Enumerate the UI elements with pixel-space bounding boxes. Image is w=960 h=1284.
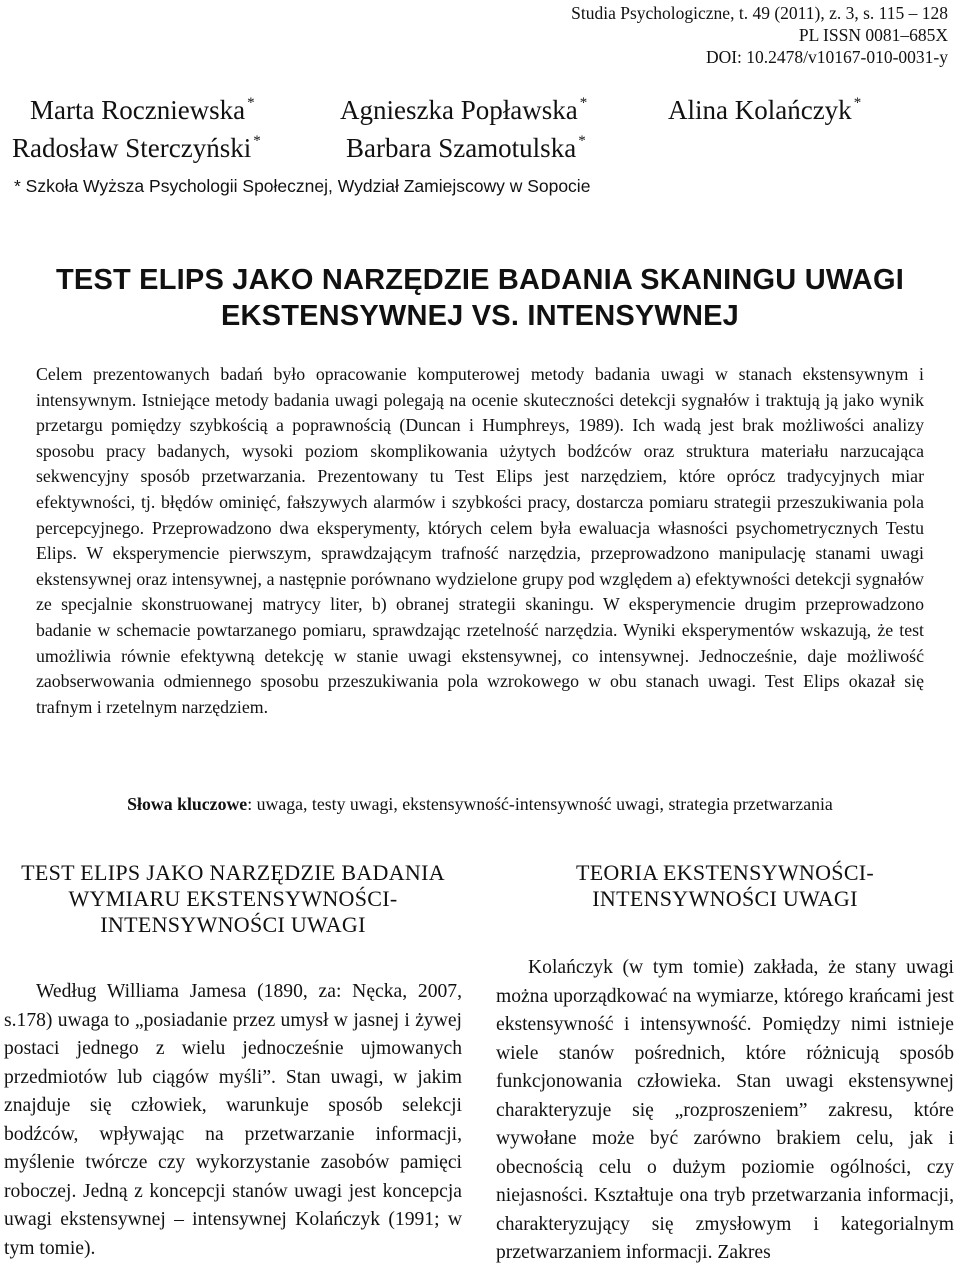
author-name: Radosław Sterczyński * xyxy=(12,133,261,163)
journal-doi: DOI: 10.2478/v10167-010-0031-y xyxy=(705,47,948,67)
author-name: Barbara Szamotulska * xyxy=(346,133,586,163)
section-heading: TEST ELIPS JAKO NARZĘDZIE BADANIA WYMIARU EKSTENSYWNOŚCI-INTENSYWNOŚCI UWAGI xyxy=(21,860,445,937)
author-list xyxy=(0,86,960,163)
keywords-text: : uwaga, testy uwagi, ekstensywność-intensywność uwagi, strategia przetwarzania xyxy=(247,794,833,814)
right-column xyxy=(496,860,954,1268)
paper-title: TEST ELIPS JAKO NARZĘDZIE BADANIA SKANINGU UWAGI EKSTENSYWNEJ VS. INTENSYWNEJ xyxy=(56,264,904,332)
section-body: Według Williama Jamesa (1890, za: Nęcka, 2007, s.178) uwaga to „posiadanie przez umysł w jasnej i żywej postaci jednego z wielu jednocześnie ujmowanych przedmiotów lub ciągów myśli”. Stan uwagi, w jakim znajduje się człowiek, warunkuje sposób selekcji bodźców, wpływając na przetwarzanie informacji, myślenie twórcze czy wykorzystanie zasobów pamięci roboczej. Jedną z koncepcji stanów uwagi jest koncepcja uwagi ekstensywnej – intensywnej Kolańczyk (1991; w tym tomie). xyxy=(4,981,462,1259)
affiliation: * Szkoła Wyższa Psychologii Społecznej, Wydział Zamiejscowy w Sopocie xyxy=(14,176,591,196)
keywords-line xyxy=(20,792,940,816)
author-name: Marta Roczniewska * xyxy=(30,95,255,125)
author-name: Agnieszka Popławska * xyxy=(340,95,588,125)
author-name: Alina Kolańczyk * xyxy=(668,95,862,125)
left-column xyxy=(4,860,462,1263)
keywords-label: Słowa kluczowe xyxy=(127,794,248,814)
journal-issn: PL ISSN 0081–685X xyxy=(798,25,948,45)
section-body: Kolańczyk (w tym tomie) zakłada, że stany uwagi można uporządkować na wymiarze, którego krańcami jest ekstensywność i intensywność. Pomiędzy nimi istnieje wiele stanów pośrednich, które różnicują sposób funkcjonowania człowieka. Stan uwagi ekstensywnej charakteryzuje się „rozproszeniem” zakresu, które wywołane może być zarówno brakiem celu, jak i obecnością celu o dużym poziomie ogólności, czy niejasności. Kształtuje ona tryb przetwarzania informacji, charakteryzujący się zmysłowym i kategorialnym przetwarzaniem informacji. Zakres xyxy=(496,957,954,1263)
section-heading: TEORIA EKSTENSYWNOŚCI-INTENSYWNOŚCI UWAGI xyxy=(575,860,875,911)
abstract-text: Celem prezentowanych badań było opracowanie komputerowej metody badania uwagi w stanach ekstensywnym i intensywnym. Istniejące metody badania uwagi polegają na ocenie skuteczności detekcji sygnałów i traktują ją jako wynik przetargu pomiędzy szybkością a poprawnością (Duncan i Humphreys, 1989). Ich wadą jest brak możliwości analizy sposobu pracy badanych, wysoki poziom skomplikowania użytych bodźców oraz struktura materiału narzucająca sekwencyjny sposób przetwarzania. Prezentowany tu Test Elips jest narzędziem, które oprócz tradycyjnych miar efektywności, tj. błędów ominięć, fałszywych alarmów i szybkości pracy, dostarcza pomiaru strategii przeszukiwania pola percepcyjnego. Przeprowadzono dwa eksperymenty, których celem była ewaluacja własności psychometrycznych Testu Elips. W eksperymencie pierwszym, sprawdzającym trafność narzędzia, przeprowadzono manipulację stanami uwagi ekstensywnej oraz intensywnej, a następnie porównano wydzielone grupy pod względem a) efektywności detekcji sygnałów ze specjalnie skonstruowanej matrycy liter, b) obranej strategii skaningu. W eksperymencie drugim przeprowadzono badanie w schemacie powtarzanego pomiaru, sprawdzając rzetelność narzędzia. Wyniki eksperymentów wskazują, że test umożliwia równie efektywną detekcję w stanie uwagi ekstensywnej, co intensywnej. Jednocześnie, daje możliwość zaobserwowania odmiennego sposobu przeszukiwania pola wzrokowego w obu stanach uwagi. Test Elips okazał się trafnym i rzetelnym narzędziem. xyxy=(36,364,924,717)
journal-citation: Studia Psychologiczne, t. 49 (2011), z. 3, s. 115 – 128 xyxy=(571,3,948,23)
journal-header xyxy=(428,2,948,68)
